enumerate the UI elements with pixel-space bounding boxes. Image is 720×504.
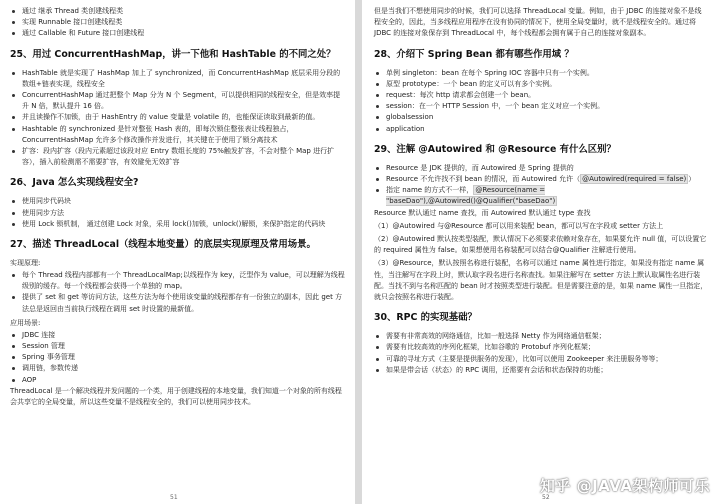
page-gutter: [355, 0, 362, 504]
list-item: 使用同步代码块: [10, 196, 345, 207]
q25-list: [10, 68, 345, 169]
q30-list: [374, 331, 708, 376]
list-item-text: ）: [688, 175, 696, 184]
list-item: request：每次 http 请求都会创建一个 bean。: [374, 90, 708, 101]
section-heading-q25: 25、用过 ConcurrentHashMap，讲一下他和 HashTable 的不同之处？: [10, 48, 336, 60]
page-number: 52: [542, 494, 550, 501]
list-item: 调用链，参数传递: [10, 363, 345, 374]
list-item: globalsession: [374, 112, 708, 123]
scene-list: [10, 330, 345, 386]
document-page-left: [0, 0, 355, 504]
list-item: Spring 事务管理: [10, 352, 345, 363]
list-item: 需要有非常高效的网络通信，比如一般选择 Netty 作为网络通信框架；: [374, 331, 708, 342]
list-item: 需要有比较高效的序列化框架，比如谷歌的 Protobuf 序列化框架；: [374, 342, 708, 353]
inline-code: @Autowired(required = false): [582, 175, 687, 184]
section-heading-q26: 26、Java 怎么实现线程安全?: [10, 177, 139, 189]
principle-list: [10, 270, 345, 315]
list-item-text: Resource 不允许找不到 bean 的情况，而 Autowired 允许（: [386, 175, 581, 184]
inline-code: @Resource(name = "baseDao"),@Autowired()@Qualifier("baseDao"): [386, 186, 556, 206]
list-item: 提供了 set 和 get 等访问方法，这些方法为每个使用该变量的线程都存有一份独立的副本，因此 get 方法总是返回由当前执行线程在调用 set 时设置的最新值。: [10, 292, 345, 314]
list-item: 通过 Callable 和 Future 接口创建线程: [10, 28, 345, 39]
list-item: 单例 singleton：bean 在每个 Spring IOC 容器中只有一个实例。: [374, 68, 708, 79]
list-item: application: [374, 124, 708, 135]
q26-list: [10, 196, 345, 230]
intro-paragraph: 但是当我们不想使用同步的时候，我们可以选择 ThreadLocal 变量。例如，由于 JDBC 的连接对象不是线程安全的，因此，当多线程应用程序在没有协同的情况下，使用全局变量时，就不是线程安全的。通过将 JDBC 的连接对象保存到 ThreadLocal 中，每个线程都会拥有属于自己的连接对象副本。: [374, 7, 702, 38]
list-item: AOP: [10, 375, 345, 386]
list-item: ConcurrentHashMap 通过把整个 Map 分为 N 个 Segment，可以提供相同的线程安全，但是效率提升 N 倍，默认提升 16 倍。: [10, 90, 345, 112]
list-item: 使用 Lock 锁机制， 通过创建 Lock 对象，采用 lock()加锁，unlock()解锁，来保护指定的代码块: [10, 219, 345, 230]
list-item: Resource 是 JDK 提供的，而 Autowired 是 Spring 提供的: [374, 163, 708, 174]
page-number: 51: [170, 494, 178, 501]
list-item: Session 管理: [10, 341, 345, 352]
q28-list: [374, 68, 708, 135]
list-item: 可靠的寻址方式（主要是提供服务的发现），比如可以使用 Zookeeper 来注册服务等等；: [374, 354, 708, 365]
section-heading-q28: 28、介绍下 Spring Bean 都有哪些作用域 ？: [374, 48, 574, 60]
section-heading-q29: 29、注解 @Autowired 和 @Resource 有什么区别？: [374, 143, 616, 155]
paragraph: Resource 默认通过 name 查找，而 Autowired 默认通过 type 查找: [374, 208, 591, 217]
list-item: 使用同步方法: [10, 208, 345, 219]
paragraph: （1）@Autowired 与@Resource 都可以用来装配 bean，都可以写在字段或 setter 方法上: [374, 221, 664, 230]
q29-list: [374, 163, 708, 208]
document-page-right: [362, 0, 720, 504]
scene-label: 应用场景:: [10, 318, 41, 327]
list-item: 通过 继承 Thread 类创建线程类: [10, 6, 345, 17]
intro-list: [10, 6, 345, 40]
paragraph: （3）@Resource，默认按照名称进行装配，名称可以通过 name 属性进行指定，如果没有指定 name 属性，当注解写在字段上时，默认取字段名进行名称查找。如果注解写在 setter 方法上默认取属性名进行装配。当找不到与名称匹配的 bean 时才按照类型进行装配。但是需要注意的是，如果 name 属性一旦指定，就只会按照名称进行装配。: [374, 259, 708, 302]
threadlocal-summary: ThreadLocal 是一个解决线程并发问题的一个类，用于创建线程的本地变量，我们知道一个对象的所有线程会共享它的全局变量，所以这些变量不是线程安全的，我们可以使用同步技术。: [10, 386, 342, 407]
watermark: 知乎 @JAVA架构师可乐: [539, 477, 710, 495]
list-item: 扩容：段内扩容（段内元素超过该段对应 Entry 数组长度的 75%触发扩容，不会对整个 Map 进行扩容），插入前检测需不需要扩容，有效避免无效扩容: [10, 146, 345, 168]
list-item-text: 指定 name 的方式不一样，: [386, 186, 474, 195]
list-item: [374, 185, 708, 207]
list-item: HashTable 就是实现了 HashMap 加上了 synchronized，而 ConcurrentHashMap 底层采用分段的数组+链表实现，线程安全: [10, 68, 345, 90]
principle-label: 实现原理:: [10, 259, 41, 268]
list-item: 每个 Thread 线程内部都有一个 ThreadLocalMap;以线程作为 key，泛型作为 value，可以理解为线程级别的缓存。每一个线程都会获得一个单独的 map。: [10, 270, 345, 292]
paragraph: （2）@Autowired 默认按类型装配，默认情况下必须要求依赖对象存在，如果要允许 null 值，可以设置它的 required 属性为 false。如果想使用名称装配可以结合@Qualifier 注解进行使用。: [374, 235, 707, 255]
section-heading-q27: 27、描述 ThreadLocal（线程本地变量）的底层实现原理及常用场景。: [10, 239, 316, 251]
list-item: 并且读操作不加锁，由于 HashEntry 的 value 变量是 volatile 的，也能保证读取到最新的值。: [10, 112, 345, 123]
list-item: JDBC 连接: [10, 330, 345, 341]
list-item: 如果是带会话（状态）的 RPC 调用，还需要有会话和状态保持的功能；: [374, 365, 708, 376]
section-heading-q30: 30、RPC 的实现基础？: [374, 312, 477, 324]
list-item: 原型 prototype：一个 bean 的定义可以有多个实例。: [374, 79, 708, 90]
list-item: 实现 Runnable 接口创建线程类: [10, 17, 345, 28]
list-item: Hashtable 的 synchronized 是针对整张 Hash 表的，即每次锁住整张表让线程独占，ConcurrentHashMap 允许多个修改操作并发进行，其关键在于使用了锁分离技术: [10, 124, 345, 146]
list-item: session：在一个 HTTP Session 中，一个 bean 定义对应一个实例。: [374, 101, 708, 112]
list-item: [374, 174, 708, 185]
